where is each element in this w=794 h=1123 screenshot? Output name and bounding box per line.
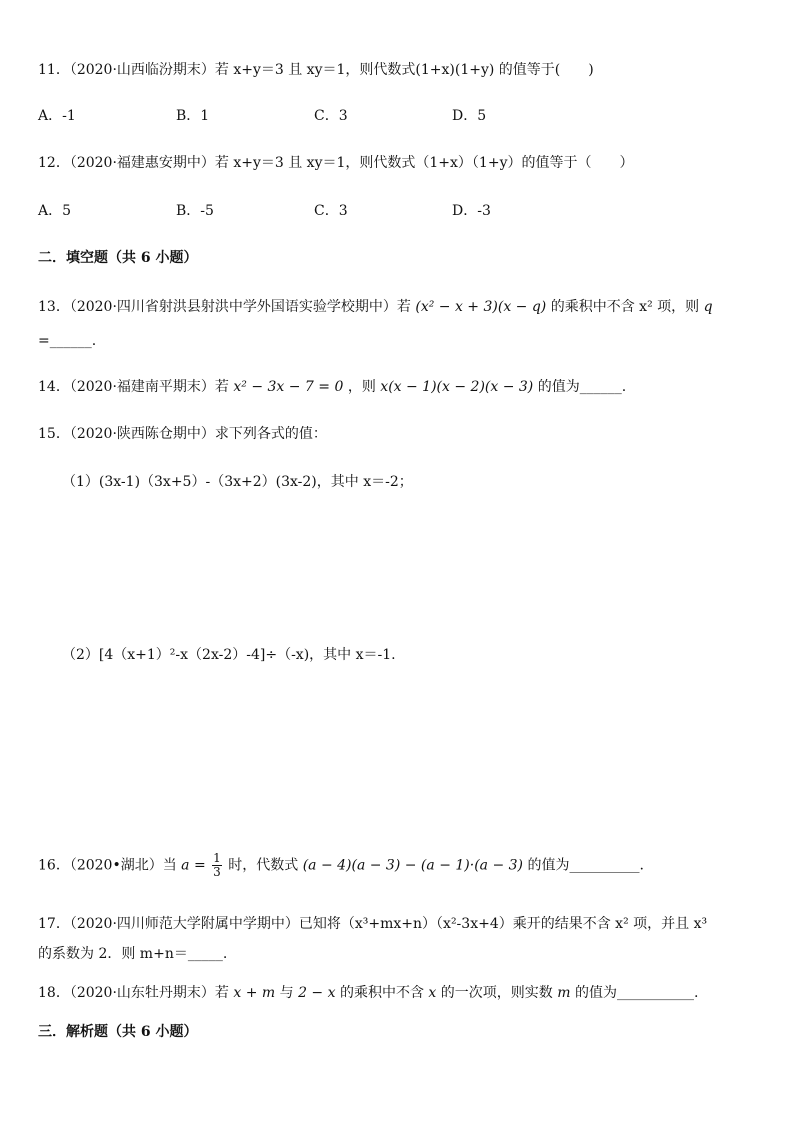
q16-suffix: 的值为__________.: [527, 857, 644, 874]
question-18: [38, 983, 698, 1003]
q16-prefix: 16．（2020•湖北）当: [38, 857, 177, 874]
question-15-part2: （2）[4（x+1）²-x（2x-2）-4]÷（-x)，其中 x＝-1.: [62, 647, 396, 663]
q16-fraction: [212, 852, 222, 879]
q18-text-3: 的一次项，则实数: [440, 985, 553, 1001]
q18-prefix: 18．（2020·山东牡丹期末）若: [38, 985, 229, 1001]
q12-option-b: B．-5: [176, 203, 214, 219]
q18-variable-x: x: [428, 985, 437, 1001]
section-analysis-title: 三．解析题（共 6 小题）: [38, 1024, 198, 1040]
q14-condition: x² − 3x − 7 = 0: [233, 379, 344, 395]
q16-expression: (a − 4)(a − 3) − (a − 1)·(a − 3): [302, 857, 524, 874]
q16-fraction-denominator: 3: [213, 865, 221, 879]
q18-text-2: 的乘积中不含: [339, 985, 424, 1001]
section-fill-in-title: 二．填空题（共 6 小题）: [38, 250, 198, 266]
q18-expression-2: 2 − x: [298, 985, 336, 1001]
question-15-stem: 15．（2020·陕西陈仓期中）求下列各式的值：: [38, 426, 327, 442]
q16-fraction-numerator: 1: [213, 851, 221, 865]
q12-option-d: D．-3: [452, 203, 491, 219]
q18-expression-1: x + m: [233, 985, 276, 1001]
q11-option-b: B．1: [176, 108, 210, 124]
q18-variable-m: m: [557, 985, 571, 1001]
q11-option-c: C．3: [314, 108, 348, 124]
question-12-stem: 12．（2020·福建惠安期中）若 x+y＝3 且 xy＝1，则代数式（1+x）（1+y）的值等于（ ）: [38, 155, 634, 171]
q18-suffix: 的值为___________.: [574, 985, 699, 1001]
q14-mid: ，则: [347, 379, 376, 395]
question-13-line2: =______.: [38, 333, 97, 349]
question-15-part1: （1）(3x-1)（3x+5）-（3x+2）(3x-2)，其中 x＝-2；: [62, 474, 413, 490]
question-14: [38, 377, 626, 397]
q13-prefix: 13．（2020·四川省射洪县射洪中学外国语实验学校期中）若: [38, 299, 411, 315]
q16-mid: 时，代数式: [228, 857, 299, 874]
question-17-line2: 的系数为 2．则 m+n＝_____.: [38, 946, 228, 962]
question-17-line1: 17．（2020·四川师范大学附属中学期中）已知将（x³+mx+n）（x²-3x+4）乘开的结果不含 x² 项，并且 x³: [38, 916, 708, 932]
q11-option-d: D．5: [452, 108, 487, 124]
question-16: [38, 852, 644, 879]
q14-expression: x(x − 1)(x − 2)(x − 3): [380, 379, 534, 395]
question-13-line1: [38, 297, 713, 317]
q14-suffix: 的值为______.: [537, 379, 627, 395]
q13-suffix: 的乘积中不含 x² 项，则: [550, 299, 700, 315]
q13-expression: (x² − x + 3)(x − q): [415, 299, 547, 315]
q12-option-c: C．3: [314, 203, 348, 219]
q18-text-1: 与: [279, 985, 294, 1001]
q16-variable: a =: [181, 857, 206, 874]
q12-option-a: A．5: [38, 203, 72, 219]
q11-option-a: A．-1: [38, 108, 76, 124]
q14-prefix: 14．（2020·福建南平期末）若: [38, 379, 229, 395]
question-11-stem: 11．（2020·山西临汾期末）若 x+y＝3 且 xy＝1，则代数式(1+x)(1+y) 的值等于( ): [38, 62, 594, 78]
q13-variable: q: [703, 299, 713, 315]
